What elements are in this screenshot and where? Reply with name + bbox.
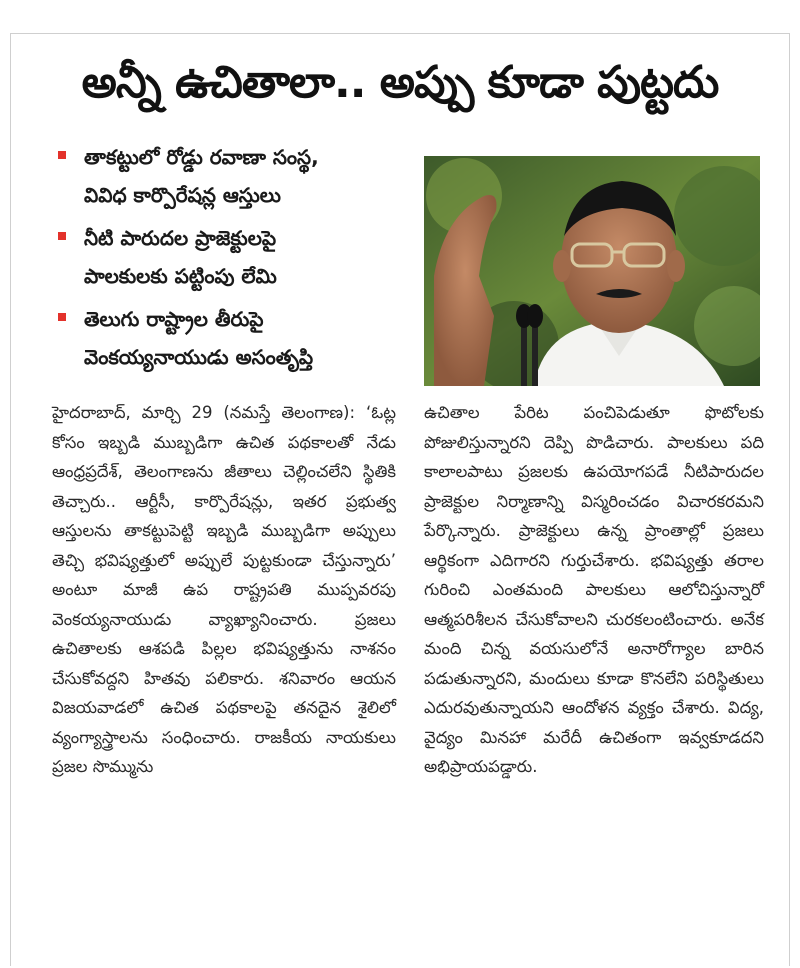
article-column-right	[424, 398, 764, 782]
bullet-line: తాకట్టులో రోడ్డు రవాణా సంస్థ,	[84, 145, 319, 169]
bullet-line: తెలుగు రాష్ట్రాల తీరుపై	[84, 307, 264, 331]
bullet-item	[52, 300, 392, 376]
bullet-line: నీటి పారుదల ప్రాజెక్టులపై	[84, 226, 277, 250]
bullet-square-icon	[58, 151, 66, 159]
speaker-photo	[424, 156, 760, 386]
article-paragraph: ఉచితాల పేరిట పంచిపెడుతూ ఫొటోలకు పోజులిస్తున్నారని దెప్పి పొడిచారు. పాలకులు పది కాలాలపాటు ప్రజలకు ఉపయోగపడే నీటిపారుదల ప్రాజెక్టుల నిర్మాణాన్ని విస్మరించడం విచారకరమని పేర్కొన్నారు. ప్రాజెక్టులు ఉన్న ప్రాంతాల్లో ప్రజలు ఆర్థికంగా ఎదిగారని గుర్తుచేశారు. భవిష్యత్తు తరాల గురించి ఎంతమంది పాలకులు ఆలోచిస్తున్నారో ఆత్మపరిశీలన చేసుకోవాలని చురకలంటించారు. అనేక మంది చిన్న వయసులోనే అనారోగ్యాల బారిన పడుతున్నారని, మందులు కూడా కొనలేని పరిస్థితులు ఎదురవుతున్నాయని ఆందోళన వ్యక్తం చేశారు. విద్య, వైద్యం మినహా మరేదీ ఉచితంగా ఇవ్వకూడదని అభిప్రాయపడ్డారు.	[424, 403, 764, 776]
bullet-item	[52, 219, 392, 295]
bullet-line: వివిధ కార్పొరేషన్ల ఆస్తులు	[84, 183, 281, 207]
article-column-left	[52, 398, 396, 782]
bullet-square-icon	[58, 313, 66, 321]
article-paragraph: హైదరాబాద్, మార్చి 29 (నమస్తే తెలంగాణ): ‘ఓట్ల కోసం ఇబ్బడి ముబ్బడిగా ఉచిత పథకాలతో నేడు ఆంధ్రప్రదేశ్, తెలంగాణను జీతాలు చెల్లించలేని స్థితికి తెచ్చారు.. ఆర్టీసీ, కార్పొరేషన్లు, ఇతర ప్రభుత్వ ఆస్తులను తాకట్టుపెట్టి ఇబ్బడి ముబ్బడిగా అప్పులు తెచ్చి భవిష్యత్తులో అప్పులే పుట్టకుండా చేస్తున్నారు’ అంటూ మాజీ ఉప రాష్ట్రపతి ముప్పవరపు వెంకయ్యనాయుడు వ్యాఖ్యానించారు. ప్రజలు ఉచితాలకు ఆశపడి పిల్లల భవిష్యత్తును నాశనం చేసుకోవద్దని హితవు పలికారు. శనివారం ఆయన విజయవాడలో ఉచిత పథకాలపై తనదైన శైలిలో వ్యంగ్యాస్త్రాలను సంధించారు. రాజకీయ నాయకులు ప్రజల సొమ్మును	[52, 403, 396, 776]
bullet-square-icon	[58, 232, 66, 240]
bullet-line: పాలకులకు పట్టింపు లేమి	[84, 264, 277, 288]
headline: అన్నీ ఉచితాలా.. అప్పు కూడా పుట్టదు	[81, 57, 719, 108]
bullet-item	[52, 138, 392, 214]
bullet-list	[52, 138, 392, 381]
speaker-photo-illustration	[424, 156, 760, 386]
bullet-line: వెంకయ్యనాయుడు అసంతృప్తి	[84, 345, 314, 369]
